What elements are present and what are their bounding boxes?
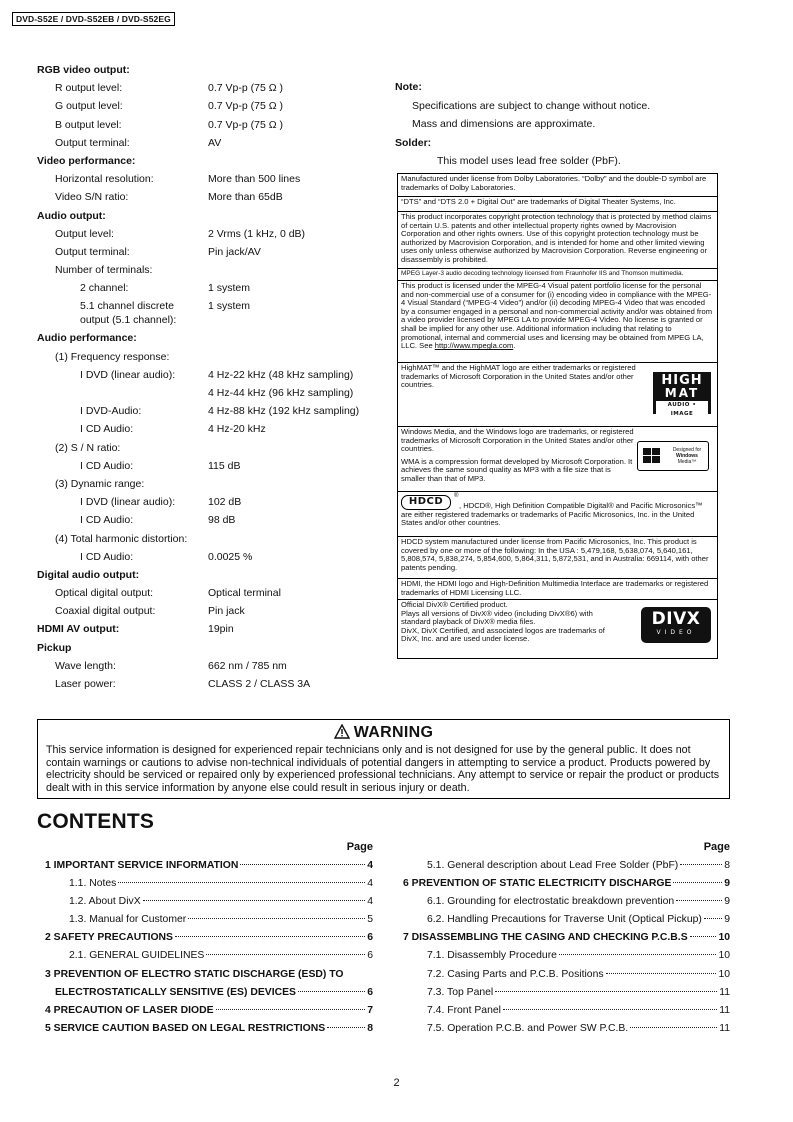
spec-value: CLASS 2 / CLASS 3A: [208, 678, 311, 690]
spec-row: [37, 348, 377, 366]
highmat-logo: [653, 372, 711, 417]
toc-entry-title: 6.1. Grounding for electrostatic breakdown prevention: [427, 896, 675, 908]
highmat-logo-line3: AUDIO • IMAGE: [656, 401, 708, 419]
toc-left-list: [37, 857, 373, 1038]
spec-row: [37, 530, 377, 548]
license-dts: [398, 196, 717, 207]
spec-label: I DVD (linear audio):: [80, 496, 176, 509]
warning-triangle-icon: [334, 724, 350, 739]
toc-entry[interactable]: [37, 893, 373, 911]
spec-label: Horizontal resolution:: [55, 173, 154, 186]
spec-row: [37, 225, 377, 243]
highmat-logo-line1: HIGH: [661, 373, 703, 388]
solder-line: This model uses lead free solder (PbF).: [437, 155, 621, 167]
spec-row: [37, 457, 377, 475]
toc-entry-page: 9: [724, 878, 730, 890]
spec-label: Output level:: [55, 227, 114, 240]
model-tag: DVD-S52E / DVD-S52EB / DVD-S52EG: [12, 12, 175, 26]
toc-entry-page: 10: [718, 950, 730, 962]
toc-entry[interactable]: [395, 984, 730, 1002]
spec-value: Pin jack: [208, 605, 245, 618]
license-divx-text: Official DivX® Certified product. Plays all versions of DivX® video (including DivX®6) with standard playback of DivX® media files. DivX, DivX Certified, and associated logos are trademarks of DivX, Inc. and are used under license.: [401, 600, 605, 644]
windows-media-logo: [637, 441, 709, 471]
spec-label: Pickup: [37, 641, 72, 654]
spec-label: [80, 299, 176, 327]
spec-heading: [37, 329, 377, 347]
toc-entry-page: 6: [367, 950, 373, 962]
spec-label: R output level:: [55, 82, 123, 95]
spec-value: 98 dB: [208, 514, 236, 527]
spec-value: 0.0025 %: [208, 550, 253, 563]
spec-label: RGB video output:: [37, 64, 130, 76]
license-box: [397, 173, 718, 659]
toc-dot-leader: [704, 918, 722, 919]
note-heading: Note:: [395, 81, 422, 93]
spec-row: [37, 97, 377, 115]
divx-logo-line2: VIDEO: [656, 629, 696, 636]
spec-value: 662 nm / 785 nm: [208, 659, 287, 672]
toc-entry-title: 7.4. Front Panel: [427, 1004, 501, 1016]
license-mpeg-layer3-text: MPEG Layer-3 audio decoding technology licensed from Fraunhofer IIS and Thomson multimedia.: [401, 270, 684, 277]
page-column-header: Page: [346, 841, 373, 853]
license-divx: [398, 599, 717, 660]
license-dts-text: “DTS” and “DTS 2.0 + Digital Out” are trademarks of Digital Theater Systems, Inc.: [401, 197, 676, 206]
spec-label: HDMI AV output:: [37, 623, 120, 636]
license-mpeg4-text: [401, 282, 714, 351]
toc-entry-page: 11: [719, 1022, 730, 1034]
toc-entry-page: 4: [367, 878, 373, 890]
toc-dot-leader: [630, 1027, 717, 1028]
toc-entry-title: ELECTROSTATICALLY SENSITIVE (ES) DEVICES: [55, 986, 296, 998]
spec-label: (3) Dynamic range:: [55, 477, 145, 490]
toc-entry[interactable]: [395, 947, 730, 965]
contents-right-column: [395, 837, 730, 1038]
spec-value: 0.7 Vp-p (75 Ω ): [208, 82, 283, 95]
toc-entry-title: 2 SAFETY PRECAUTIONS: [45, 932, 173, 944]
toc-entry[interactable]: [395, 966, 730, 984]
toc-entry[interactable]: [37, 1002, 373, 1020]
toc-entry-title: 4 PRECAUTION OF LASER DIODE: [45, 1004, 214, 1016]
license-mpeg4-body: This product is licensed under the MPEG-4 Visual patent portfolio license for the personal and non-commercial use of a consumer for (i) encoding video in compliance with the MPEG-4 Visual Standard (“MPEG-4 Video”) and/or (ii) decoding MPEG-4 Video that was encoded by a consumer engaged in a personal and non-commercial activity and/or was obtained from a video provider licensed by MPEG LA to provide MPEG-4 Video. No license is granted or shall be implied for any other use. Additional information including that relating to promotional, internal and commercial uses and licensing may be obtained from MPEG LA, LLC. See: [401, 281, 713, 351]
spec-label: 2 channel:: [80, 282, 129, 295]
toc-entry-title: 3 PREVENTION OF ELECTRO STATIC DISCHARGE (ESD) TO: [45, 968, 344, 980]
toc-entry[interactable]: [37, 857, 373, 875]
toc-entry[interactable]: [395, 1002, 730, 1020]
toc-entry-title: 7.1. Disassembly Procedure: [427, 950, 557, 962]
toc-dot-leader: [503, 1009, 717, 1010]
spec-row: [37, 297, 377, 329]
spec-label: Video S/N ratio:: [55, 191, 129, 204]
license-mpeg-layer3: [398, 268, 717, 279]
spec-label: B output level:: [55, 118, 122, 131]
spec-label: G output level:: [55, 100, 123, 113]
spec-value: More than 65dB: [208, 191, 283, 204]
divx-logo-line1: DIVX: [651, 609, 701, 629]
warning-title: [46, 722, 721, 744]
toc-dot-leader: [676, 900, 722, 901]
spec-value: 102 dB: [208, 496, 242, 509]
license-hdcd-patents-text: HDCD system manufactured under license from Pacific Microsonics, Inc. This product is covered by one or more of the following: In the USA : 5,479,168, 5,638,074, 5,640,161, 5,808,574, 5,838,274, 5,854,600, 5,864,311, 5,872,531, and in Australia: 669114, with other patents pending.: [401, 537, 709, 572]
license-hdcd-patents: [398, 536, 717, 578]
toc-entry-title: 1.1. Notes: [69, 878, 117, 890]
spec-row: [37, 279, 377, 297]
toc-entry-title: 1.2. About DivX: [69, 896, 141, 908]
toc-dot-leader: [495, 991, 717, 992]
note-line: Mass and dimensions are approximate.: [412, 118, 596, 130]
spec-label: Audio performance:: [37, 332, 137, 345]
spec-row: [37, 402, 377, 420]
spec-value: Pin jack/AV: [208, 245, 261, 258]
toc-entry-title: 7.2. Casing Parts and P.C.B. Positions: [427, 968, 604, 980]
toc-entry-title: 6.2. Handling Precautions for Traverse Unit (Optical Pickup): [427, 914, 702, 926]
license-highmat: [398, 362, 717, 426]
toc-dot-leader: [606, 973, 717, 974]
spec-label: Output terminal:: [55, 245, 130, 258]
toc-entry-title: 1 IMPORTANT SERVICE INFORMATION: [45, 860, 239, 871]
spec-heading: [37, 152, 377, 170]
spec-value: 2 Vrms (1 kHz, 0 dB): [208, 227, 306, 240]
toc-entry-page: 8: [367, 1022, 373, 1034]
toc-entry-title: 7.5. Operation P.C.B. and Power SW P.C.B.: [427, 1022, 629, 1034]
spec-label: Wave length:: [55, 659, 116, 672]
toc-dot-leader: [188, 918, 365, 919]
license-hdmi: [398, 578, 717, 599]
windows-logo-line2: Windows: [676, 453, 698, 459]
windows-flag-icon: [643, 448, 661, 464]
toc-entry[interactable]: [37, 875, 373, 893]
spec-row: [37, 657, 377, 675]
toc-entry[interactable]: [37, 929, 373, 947]
toc-right-list: [395, 857, 730, 1038]
spec-label: Laser power:: [55, 678, 116, 690]
toc-dot-leader: [175, 936, 365, 937]
spec-label-line: output (5.1 channel):: [80, 314, 177, 327]
hdcd-logo: HDCD: [401, 495, 451, 510]
spec-row: [37, 384, 377, 402]
toc-entry-page: 6: [367, 986, 373, 998]
spec-label: Output terminal:: [55, 136, 130, 149]
toc-entry[interactable]: [395, 893, 730, 911]
license-wma-text: WMA is a compression format developed by Microsoft Corporation. It achieves the same sound quality as MP3 with a file size that is smaller than that of MP3.: [401, 456, 633, 483]
toc-entry[interactable]: [37, 1020, 373, 1038]
license-macrovision-text: This product incorporates copyright protection technology that is protected by method claims of certain U.S. patents and other intellectual property rights owned by Macrovision Corporation and other rights owners. Use of this copyright protection technology must be authorized by Macrovision Corporation, and is intended for home and other limited viewing uses only unless otherwise authorized by Macrovision Corporation. Reverse engineering or disassembly is prohibited.: [401, 212, 712, 264]
spec-value: 1 system: [208, 282, 251, 295]
toc-dot-leader: [206, 954, 365, 955]
toc-entry-page: 9: [724, 914, 730, 926]
toc-entry[interactable]: [37, 966, 373, 984]
spec-value: 1 system: [208, 300, 251, 313]
spec-row: [37, 134, 377, 152]
toc-entry-title: 7 DISASSEMBLING THE CASING AND CHECKING P.C.B.S: [403, 932, 688, 944]
toc-entry-page: 11: [719, 1004, 730, 1016]
spec-label: I CD Audio:: [80, 459, 134, 472]
toc-dot-leader: [327, 1027, 365, 1028]
toc-entry-page: 11: [719, 986, 730, 998]
highmat-logo-line2: MAT: [664, 386, 700, 400]
spec-label: I CD Audio:: [80, 514, 134, 527]
spec-label: I DVD (linear audio):: [80, 368, 176, 381]
spec-value: 0.7 Vp-p (75 Ω ): [208, 100, 283, 113]
toc-dot-leader: [298, 991, 365, 992]
toc-dot-leader: [690, 936, 717, 937]
spec-value: More than 500 lines: [208, 173, 301, 186]
spec-row: [37, 439, 377, 457]
spec-value: 19pin: [208, 623, 234, 636]
spec-label: I DVD-Audio:: [80, 405, 142, 418]
spec-row: [37, 584, 377, 602]
toc-entry[interactable]: [395, 875, 730, 893]
divx-logo: [641, 607, 711, 643]
toc-entry[interactable]: [395, 911, 730, 929]
toc-entry-title: 2.1. GENERAL GUIDELINES: [69, 950, 205, 962]
toc-entry-page: 4: [367, 860, 373, 871]
spec-row: [37, 675, 377, 693]
solder-heading: Solder:: [395, 136, 432, 149]
spec-label: Coaxial digital output:: [55, 605, 156, 618]
toc-entry-page: 7: [367, 1004, 373, 1016]
notes-section: [395, 78, 735, 171]
license-macrovision: [398, 211, 717, 268]
toc-entry-page: 8: [724, 860, 730, 871]
spec-heading: [37, 639, 377, 657]
toc-entry-page: 6: [367, 932, 373, 944]
hdcd-registered-mark: ®: [454, 493, 459, 499]
license-hdcd-text: , HDCD®, High Definition Compatible Digital® and Pacific Microsonics™ are either registered trademarks or trademarks of Pacific Microsonics, Inc. in the United States and/or other countries.: [401, 501, 703, 528]
spec-row: [37, 366, 377, 384]
warning-box: [37, 719, 730, 799]
spec-row: [37, 170, 377, 188]
windows-logo-line1: Designed for: [672, 447, 702, 453]
toc-entry-title: 5.1. General description about Lead Free Solder (PbF): [427, 860, 679, 871]
toc-entry[interactable]: [395, 929, 730, 947]
toc-entry-page: 5: [367, 914, 373, 926]
spec-label: Video performance:: [37, 154, 136, 167]
spec-heading: [37, 207, 377, 225]
spec-row: [37, 243, 377, 261]
toc-entry[interactable]: [37, 984, 373, 1002]
toc-entry-page: 10: [718, 968, 730, 980]
page-column-header: Page: [703, 841, 730, 853]
license-highmat-text: HighMAT™ and the HighMAT logo are either trademarks or registered trademarks of Microsoft Corporation in the United States and/or other countries.: [401, 363, 636, 390]
warning-body: This service information is designed for experienced repair technicians only and is not designed for use by the general public. It does not contain warnings or cautions to advise non-technical individuals of potential dangers in attempting to service a product. Products powered by electricity should be serviced or repaired only by experienced professional technicians. Any attempt to service or repair the product or products dealt with in this service information by anyone else could result in serious injury or death.: [46, 744, 720, 794]
spec-label: Audio output:: [37, 209, 106, 222]
spec-heading: [37, 566, 377, 584]
spec-heading: [37, 61, 377, 79]
toc-entry-page: 10: [718, 932, 730, 944]
toc-entry-title: 7.3. Top Panel: [427, 986, 494, 998]
license-windows-media-text: Windows Media, and the Windows logo are trademarks, or registered trademarks of Microsoft Corporation in the United States and/or other countries.: [401, 427, 634, 454]
spec-row: [37, 493, 377, 511]
toc-entry[interactable]: [37, 947, 373, 965]
contents-left-column: [37, 837, 373, 1038]
spec-label: (1) Frequency response:: [55, 350, 170, 363]
spec-value: AV: [208, 136, 222, 149]
spec-label: Optical digital output:: [55, 587, 154, 600]
toc-entry-page: 4: [367, 896, 373, 908]
spec-row: [37, 420, 377, 438]
toc-dot-leader: [240, 864, 365, 865]
spec-row: [37, 79, 377, 97]
toc-entry[interactable]: [37, 911, 373, 929]
contents-title: CONTENTS: [37, 810, 155, 833]
windows-media-logo-text: [668, 447, 706, 465]
note-line: Specifications are subject to change without notice.: [412, 99, 651, 112]
spec-label: I CD Audio:: [80, 423, 134, 436]
spec-row: [37, 602, 377, 620]
windows-logo-line3: Media™: [677, 459, 697, 465]
spec-row: [37, 261, 377, 279]
specifications-list: [37, 61, 377, 693]
warning-title-text: WARNING: [353, 724, 434, 741]
license-dolby: [398, 174, 717, 196]
spec-label: (2) S / N ratio:: [55, 441, 121, 454]
spec-row: [37, 475, 377, 493]
toc-dot-leader: [673, 882, 722, 883]
mpegla-link[interactable]: http://www.mpegla.com: [434, 341, 514, 351]
license-mpeg4: [398, 280, 717, 362]
license-hdmi-text: HDMI, the HDMI logo and High-Definition Multimedia Interface are trademarks or registered trademarks of HDMI Licensing LLC.: [401, 579, 709, 597]
toc-dot-leader: [118, 882, 365, 883]
spec-heading: [37, 620, 377, 638]
spec-value: 115 dB: [208, 459, 241, 472]
license-hdcd: [398, 491, 717, 532]
license-mpeg4-end: .: [513, 341, 516, 351]
spec-value: 0.7 Vp-p (75 Ω ): [208, 118, 283, 131]
spec-row: [37, 188, 377, 206]
toc-entry[interactable]: [395, 1020, 730, 1038]
spec-label: I CD Audio:: [80, 550, 134, 563]
page-number: 2: [393, 1077, 400, 1089]
license-dolby-text: Manufactured under license from Dolby Laboratories. “Dolby” and the double-D symbol are trademarks of Dolby Laboratories.: [401, 174, 707, 192]
spec-row: [37, 116, 377, 134]
toc-entry-title: 6 PREVENTION OF STATIC ELECTRICITY DISCHARGE: [403, 878, 672, 890]
spec-value: 4 Hz-20 kHz: [208, 423, 266, 436]
spec-label: Digital audio output:: [37, 568, 140, 581]
spec-value: 4 Hz-88 kHz (192 kHz sampling): [208, 405, 360, 418]
spec-label-line: 5.1 channel discrete: [80, 300, 174, 313]
toc-entry-title: 5 SERVICE CAUTION BASED ON LEGAL RESTRICTIONS: [45, 1022, 326, 1034]
license-windows-media: [398, 426, 717, 491]
toc-dot-leader: [216, 1009, 366, 1010]
spec-value: 4 Hz-22 kHz (48 kHz sampling): [208, 368, 354, 381]
toc-entry-page: 9: [724, 896, 730, 908]
toc-dot-leader: [680, 864, 722, 865]
toc-dot-leader: [559, 954, 716, 955]
spec-value: Optical terminal: [208, 587, 281, 600]
spec-label: (4) Total harmonic distortion:: [55, 532, 188, 545]
spec-row: [37, 511, 377, 529]
toc-dot-leader: [143, 900, 366, 901]
spec-label: Number of terminals:: [55, 264, 153, 277]
spec-value: 4 Hz-44 kHz (96 kHz sampling): [208, 387, 354, 399]
spec-row: [37, 548, 377, 566]
toc-entry-title: 1.3. Manual for Customer: [69, 914, 187, 926]
toc-entry[interactable]: [395, 857, 730, 875]
